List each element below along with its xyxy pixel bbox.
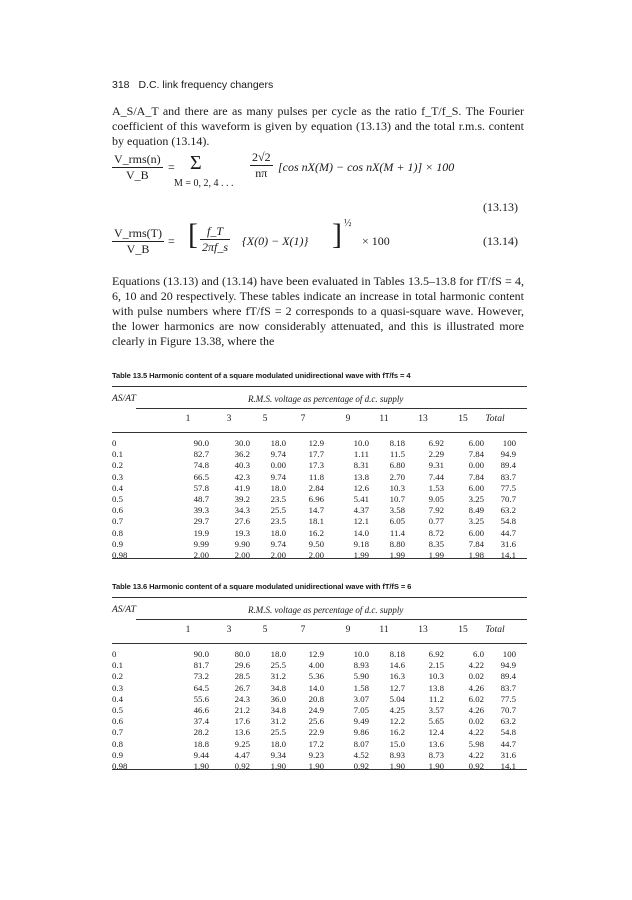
table-row bbox=[112, 716, 532, 727]
table-cell: 16.2 bbox=[389, 727, 405, 738]
table-row bbox=[112, 460, 532, 471]
eq2-lhs: V_rms(T) V_B bbox=[114, 226, 162, 256]
table-cell: 57.8 bbox=[193, 482, 209, 493]
table-cell: 0.77 bbox=[428, 516, 444, 527]
table-cell: 19.3 bbox=[234, 527, 250, 538]
column-header: 15 bbox=[458, 414, 468, 424]
table-cell: 9.05 bbox=[428, 494, 444, 504]
column-header: 3 bbox=[226, 625, 232, 635]
running-title: D.C. link frequency changers bbox=[138, 79, 274, 91]
table-cell: 14.1 bbox=[500, 761, 516, 771]
table-13-6-caption: Table 13.6 Harmonic content of a square modulated unidirectional wave with fT/fS = 6 bbox=[112, 582, 412, 591]
table-cell: 5.98 bbox=[468, 738, 484, 749]
row-ratio-cell: 0.3 bbox=[112, 682, 123, 693]
eq1-sum-range: M = 0, 2, 4 . . . bbox=[174, 178, 234, 189]
table-cell: 36.2 bbox=[234, 449, 250, 460]
table-cell: 8.35 bbox=[428, 538, 444, 549]
column-header: 15 bbox=[458, 625, 468, 635]
table-cell: 9.74 bbox=[270, 449, 286, 460]
table-cell: 2.84 bbox=[308, 482, 324, 493]
table-cell: 74.8 bbox=[193, 460, 209, 471]
table-cell: 8.18 bbox=[389, 649, 405, 659]
table-cell: 23.5 bbox=[270, 494, 286, 504]
table-cell: 89.4 bbox=[500, 671, 516, 682]
table-cell: 27.6 bbox=[234, 516, 250, 527]
table-cell: 25.5 bbox=[270, 505, 286, 516]
table-cell: 6.96 bbox=[308, 494, 324, 504]
table-row bbox=[112, 505, 532, 516]
table-cell: 8.49 bbox=[468, 505, 484, 516]
table-row bbox=[112, 438, 532, 449]
table-cell: 1.90 bbox=[193, 761, 209, 771]
table-cell: 25.5 bbox=[270, 727, 286, 738]
table-row bbox=[112, 472, 532, 483]
table-cell: 4.26 bbox=[468, 682, 484, 693]
table-cell: 5.90 bbox=[353, 671, 369, 682]
table-cell: 6.80 bbox=[389, 460, 405, 471]
table-cell: 4.25 bbox=[389, 705, 405, 715]
row-ratio-cell: 0.4 bbox=[112, 482, 123, 493]
table-cell: 8.93 bbox=[353, 660, 369, 671]
table-cell: 9.44 bbox=[193, 749, 209, 760]
table-cell: 2.00 bbox=[270, 550, 286, 560]
table-row bbox=[112, 739, 532, 750]
table-cell: 1.98 bbox=[468, 550, 484, 560]
table-cell: 4.52 bbox=[353, 749, 369, 760]
table-cell: 12.7 bbox=[389, 682, 405, 693]
table-cell: 29.7 bbox=[193, 516, 209, 527]
table-cell: 5.41 bbox=[353, 494, 369, 504]
table-cell: 81.7 bbox=[193, 660, 209, 671]
table-cell: 77.5 bbox=[500, 693, 516, 704]
column-header: 5 bbox=[262, 625, 268, 635]
table-row bbox=[112, 727, 532, 738]
eq2-tail: × 100 bbox=[362, 234, 390, 248]
row-ratio-cell: 0.7 bbox=[112, 516, 123, 527]
eq2-body: {X(0) − X(1)} bbox=[242, 234, 309, 248]
table-cell: 31.2 bbox=[270, 671, 286, 682]
table-cell: 10.7 bbox=[389, 494, 405, 504]
table-cell: 34.3 bbox=[234, 505, 250, 516]
table-cell: 7.05 bbox=[353, 705, 369, 715]
table-cell: 0.00 bbox=[468, 460, 484, 471]
table-cell: 2.70 bbox=[389, 471, 405, 482]
table-cell: 17.3 bbox=[308, 460, 324, 471]
table-cell: 4.22 bbox=[468, 749, 484, 760]
table-cell: 14.7 bbox=[308, 505, 324, 516]
row-ratio-cell: 0.4 bbox=[112, 693, 123, 704]
table-cell: 1.90 bbox=[389, 761, 405, 771]
table-cell: 73.2 bbox=[193, 671, 209, 682]
running-header bbox=[112, 79, 279, 91]
table-13-5-top-rule bbox=[112, 386, 527, 387]
column-header: 13 bbox=[418, 625, 428, 635]
table-cell: 8.31 bbox=[353, 460, 369, 471]
table-cell: 12.4 bbox=[428, 727, 444, 738]
table-row bbox=[112, 649, 532, 660]
table-cell: 25.6 bbox=[308, 716, 324, 727]
table-cell: 66.5 bbox=[193, 471, 209, 482]
table-cell: 4.47 bbox=[234, 749, 250, 760]
table-cell: 40.3 bbox=[234, 460, 250, 471]
table-cell: 1.58 bbox=[353, 682, 369, 693]
table-cell: 0.02 bbox=[468, 716, 484, 727]
column-header: 5 bbox=[262, 414, 268, 424]
table-cell: 12.9 bbox=[308, 438, 324, 448]
table-cell: 82.7 bbox=[193, 449, 209, 460]
table-cell: 9.74 bbox=[270, 471, 286, 482]
table-cell: 10.3 bbox=[428, 671, 444, 682]
table-cell: 4.26 bbox=[468, 705, 484, 715]
table-cell: 16.3 bbox=[389, 671, 405, 682]
table-13-6-bottom-rule bbox=[112, 769, 527, 770]
table-cell: 4.37 bbox=[353, 505, 369, 516]
body-paragraph: Equations (13.13) and (13.14) have been evaluated in Tables 13.5–13.8 for fT/fS = 4, 6, 10 and 20 respectively. These tables indicate an increase in total harmonic content with pulse numbers where fT/fS = 2 corresponds to a quasi-square wave. However, the lower harmonics are now considerably attenuated, and this is illustrated more clearly in Figure 13.38, where the bbox=[112, 274, 524, 348]
table-cell: 3.25 bbox=[468, 516, 484, 527]
table-cell: 0.00 bbox=[270, 460, 286, 471]
table-cell: 83.7 bbox=[500, 471, 516, 482]
table-row bbox=[112, 694, 532, 705]
table-cell: 9.49 bbox=[353, 716, 369, 727]
table-cell: 3.58 bbox=[389, 505, 405, 516]
table-cell: 7.92 bbox=[428, 505, 444, 516]
table-cell: 0.02 bbox=[468, 671, 484, 682]
equation-13-14: V_rms(T) V_B = [ $\frac{f\_T}{2\pi f\_s}$ {X(0) − X(1)} ] ½ × 100 (13.14) bbox=[114, 218, 518, 256]
table-cell: 13.6 bbox=[428, 738, 444, 749]
table-cell: 2.00 bbox=[193, 550, 209, 560]
table-cell: 11.4 bbox=[389, 527, 405, 538]
table-cell: 13.8 bbox=[353, 471, 369, 482]
equation-13-13: V_rms(n) V_B = Σ M = 0, 2, 4 . . . $\frac{2√2}{n\pi}$ [cos nX(M) − cos nX(M + 1)] × 100 bbox=[114, 150, 455, 189]
table-cell: 6.02 bbox=[468, 693, 484, 704]
table-row bbox=[112, 539, 532, 550]
table-cell: 3.07 bbox=[353, 693, 369, 704]
row-ratio-cell: 0.6 bbox=[112, 716, 123, 727]
column-header: 1 bbox=[185, 625, 191, 635]
table-cell: 9.34 bbox=[270, 749, 286, 760]
table-cell: 44.7 bbox=[500, 527, 516, 538]
table-row bbox=[112, 750, 532, 761]
eq1-body: [cos nX(M) − cos nX(M + 1)] × 100 bbox=[278, 160, 455, 174]
table-cell: 4.00 bbox=[308, 660, 324, 671]
table-13-5-caption: Table 13.5 Harmonic content of a square modulated unidirectional wave with fT/fs = 4 bbox=[112, 371, 411, 380]
table-cell: 18.8 bbox=[193, 738, 209, 749]
table-cell: 54.8 bbox=[500, 516, 516, 527]
table-cell: 18.0 bbox=[270, 438, 286, 448]
table-cell: 14.1 bbox=[500, 550, 516, 560]
table-cell: 54.8 bbox=[500, 727, 516, 738]
table-cell: 9.50 bbox=[308, 538, 324, 549]
page-number: 318 bbox=[112, 79, 130, 91]
table-cell: 12.2 bbox=[389, 716, 405, 727]
table-cell: 26.7 bbox=[234, 682, 250, 693]
table-cell: 8.73 bbox=[428, 749, 444, 760]
table-cell: 6.0 bbox=[473, 649, 484, 659]
table-cell: 5.65 bbox=[428, 716, 444, 727]
row-ratio-cell: 0.6 bbox=[112, 505, 123, 516]
table-cell: 13.8 bbox=[428, 682, 444, 693]
table-cell: 12.9 bbox=[308, 649, 324, 659]
row-ratio-cell: 0.3 bbox=[112, 471, 123, 482]
table-cell: 39.2 bbox=[234, 494, 250, 504]
row-ratio-cell: 0.7 bbox=[112, 727, 123, 738]
table-cell: 34.8 bbox=[270, 705, 286, 715]
table-cell: 12.1 bbox=[353, 516, 369, 527]
table-cell: 6.92 bbox=[428, 438, 444, 448]
table-cell: 31.6 bbox=[500, 749, 516, 760]
table-cell: 4.22 bbox=[468, 660, 484, 671]
table-cell: 100 bbox=[502, 438, 516, 448]
table-cell: 100 bbox=[502, 649, 516, 659]
table-cell: 48.7 bbox=[193, 494, 209, 504]
table-cell: 8.18 bbox=[389, 438, 405, 448]
table-cell: 2.00 bbox=[234, 550, 250, 560]
table-cell: 94.9 bbox=[500, 660, 516, 671]
table-cell: 0.92 bbox=[234, 761, 250, 771]
table-cell: 63.2 bbox=[500, 716, 516, 727]
column-header: Total bbox=[485, 625, 505, 635]
row-ratio-cell: 0.9 bbox=[112, 749, 123, 760]
table-cell: 11.2 bbox=[428, 693, 444, 704]
table-cell: 0.92 bbox=[353, 761, 369, 771]
column-header: 7 bbox=[300, 625, 306, 635]
table-row bbox=[112, 683, 532, 694]
table-cell: 8.72 bbox=[428, 527, 444, 538]
table-cell: 18.0 bbox=[270, 482, 286, 493]
row-ratio-cell: 0.1 bbox=[112, 660, 123, 671]
table-cell: 80.0 bbox=[234, 649, 250, 659]
table-cell: 37.4 bbox=[193, 716, 209, 727]
table-cell: 70.7 bbox=[500, 705, 516, 715]
table-cell: 16.2 bbox=[308, 527, 324, 538]
table-cell: 44.7 bbox=[500, 738, 516, 749]
column-header: 9 bbox=[345, 414, 351, 424]
table-cell: 3.25 bbox=[468, 494, 484, 504]
column-header: 3 bbox=[226, 414, 232, 424]
table-cell: 9.25 bbox=[234, 738, 250, 749]
table-cell: 10.0 bbox=[353, 649, 369, 659]
table-cell: 70.7 bbox=[500, 494, 516, 504]
table-cell: 1.99 bbox=[389, 550, 405, 560]
table-row bbox=[112, 705, 532, 716]
table-cell: 24.3 bbox=[234, 693, 250, 704]
table-cell: 2.00 bbox=[308, 550, 324, 560]
table-cell: 90.0 bbox=[193, 649, 209, 659]
table-cell: 10.3 bbox=[389, 482, 405, 493]
table-cell: 7.84 bbox=[468, 449, 484, 460]
row-ratio-cell: 0.1 bbox=[112, 449, 123, 460]
table-cell: 22.9 bbox=[308, 727, 324, 738]
column-header: 13 bbox=[418, 414, 428, 424]
table-cell: 46.6 bbox=[193, 705, 209, 715]
table-row bbox=[112, 550, 532, 561]
table-cell: 18.0 bbox=[270, 527, 286, 538]
row-ratio-cell: 0.8 bbox=[112, 738, 123, 749]
table-cell: 39.3 bbox=[193, 505, 209, 516]
table-cell: 36.0 bbox=[270, 693, 286, 704]
table-cell: 6.05 bbox=[389, 516, 405, 527]
table-cell: 8.93 bbox=[389, 749, 405, 760]
table-cell: 1.90 bbox=[428, 761, 444, 771]
row-ratio-cell: 0.98 bbox=[112, 761, 128, 771]
table-row bbox=[112, 660, 532, 671]
row-ratio-cell: 0.5 bbox=[112, 494, 123, 504]
table-cell: 1.11 bbox=[353, 449, 369, 460]
eq2-exponent: ½ bbox=[344, 218, 352, 229]
table-cell: 9.31 bbox=[428, 460, 444, 471]
table-cell: 94.9 bbox=[500, 449, 516, 460]
table-cell: 14.0 bbox=[353, 527, 369, 538]
table-cell: 3.57 bbox=[428, 705, 444, 715]
row-ratio-cell: 0.9 bbox=[112, 538, 123, 549]
table-cell: 14.6 bbox=[389, 660, 405, 671]
row-ratio-cell: 0.8 bbox=[112, 527, 123, 538]
table-cell: 90.0 bbox=[193, 438, 209, 448]
table-row bbox=[112, 516, 532, 527]
table-cell: 10.0 bbox=[353, 438, 369, 448]
table-cell: 14.0 bbox=[308, 682, 324, 693]
table-cell: 31.6 bbox=[500, 538, 516, 549]
table-row bbox=[112, 761, 532, 772]
table-cell: 23.5 bbox=[270, 516, 286, 527]
table-cell: 6.00 bbox=[468, 482, 484, 493]
table-cell: 12.6 bbox=[353, 482, 369, 493]
row-ratio-cell: 0 bbox=[112, 649, 117, 659]
summation-symbol: Σ bbox=[190, 152, 202, 174]
row-ratio-cell: 0.2 bbox=[112, 460, 123, 471]
table-cell: 7.84 bbox=[468, 471, 484, 482]
row-ratio-cell: 0.98 bbox=[112, 550, 128, 560]
table-cell: 1.53 bbox=[428, 482, 444, 493]
table-cell: 64.5 bbox=[193, 682, 209, 693]
table-cell: 2.29 bbox=[428, 449, 444, 460]
eq1-number: (13.13) bbox=[483, 200, 518, 214]
table-cell: 9.90 bbox=[234, 538, 250, 549]
table-cell: 11.8 bbox=[308, 471, 324, 482]
table-row bbox=[112, 449, 532, 460]
row-ratio-cell: 0 bbox=[112, 438, 117, 448]
table-cell: 15.0 bbox=[389, 738, 405, 749]
table-cell: 1.90 bbox=[270, 761, 286, 771]
table-cell: 18.0 bbox=[270, 649, 286, 659]
table-cell: 17.6 bbox=[234, 716, 250, 727]
table-cell: 9.18 bbox=[353, 538, 369, 549]
table-cell: 5.04 bbox=[389, 693, 405, 704]
table-cell: 25.5 bbox=[270, 660, 286, 671]
eq1-lhs: V_rms(n) V_B bbox=[114, 152, 161, 182]
table-cell: 83.7 bbox=[500, 682, 516, 693]
column-header: Total bbox=[485, 414, 505, 424]
column-header: 1 bbox=[185, 414, 191, 424]
table-row bbox=[112, 528, 532, 539]
table-cell: 4.22 bbox=[468, 727, 484, 738]
table-cell: 5.36 bbox=[308, 671, 324, 682]
table-cell: 7.44 bbox=[428, 471, 444, 482]
table-cell: 2.15 bbox=[428, 660, 444, 671]
table-cell: 41.9 bbox=[234, 482, 250, 493]
eq2-number: (13.14) bbox=[483, 234, 518, 248]
table-cell: 18.1 bbox=[308, 516, 324, 527]
column-header: 11 bbox=[379, 414, 389, 424]
table-cell: 17.2 bbox=[308, 738, 324, 749]
table-cell: 34.8 bbox=[270, 682, 286, 693]
table-cell: 28.5 bbox=[234, 671, 250, 682]
table-cell: 1.99 bbox=[428, 550, 444, 560]
table-cell: 9.99 bbox=[193, 538, 209, 549]
table-cell: 77.5 bbox=[500, 482, 516, 493]
table-cell: 9.74 bbox=[270, 538, 286, 549]
table-cell: 9.23 bbox=[308, 749, 324, 760]
table-cell: 11.5 bbox=[389, 449, 405, 460]
eq2-coefficient: $\frac{f\_T}{2\pi f\_s}$ bbox=[202, 224, 229, 254]
table-cell: 29.6 bbox=[234, 660, 250, 671]
table-cell: 31.2 bbox=[270, 716, 286, 727]
table-13-5-group-label: R.M.S. voltage as percentage of d.c. supply bbox=[248, 394, 404, 404]
table-cell: 89.4 bbox=[500, 460, 516, 471]
table-cell: 8.80 bbox=[389, 538, 405, 549]
table-cell: 55.6 bbox=[193, 693, 209, 704]
table-cell: 6.92 bbox=[428, 649, 444, 659]
table-cell: 63.2 bbox=[500, 505, 516, 516]
column-header: 11 bbox=[379, 625, 389, 635]
table-cell: 28.2 bbox=[193, 727, 209, 738]
table-13-5-bottom-rule bbox=[112, 558, 527, 559]
table-13-6-top-rule bbox=[112, 597, 527, 598]
table-cell: 6.00 bbox=[468, 527, 484, 538]
table-13-5-row-label: AS/AT bbox=[112, 394, 136, 404]
table-cell: 0.92 bbox=[468, 761, 484, 771]
row-ratio-cell: 0.2 bbox=[112, 671, 123, 682]
table-cell: 6.00 bbox=[468, 438, 484, 448]
table-cell: 7.84 bbox=[468, 538, 484, 549]
table-cell: 17.7 bbox=[308, 449, 324, 460]
table-cell: 1.90 bbox=[308, 761, 324, 771]
row-ratio-cell: 0.5 bbox=[112, 705, 123, 715]
table-cell: 24.9 bbox=[308, 705, 324, 715]
column-header: 7 bbox=[300, 414, 306, 424]
table-cell: 42.3 bbox=[234, 471, 250, 482]
column-header: 9 bbox=[345, 625, 351, 635]
eq1-coefficient: $\frac{2√2}{n\pi}$ bbox=[252, 150, 271, 180]
table-cell: 30.0 bbox=[234, 438, 250, 448]
table-cell: 20.8 bbox=[308, 693, 324, 704]
table-cell: 18.0 bbox=[270, 738, 286, 749]
table-row bbox=[112, 494, 532, 505]
table-13-6-row-label: AS/AT bbox=[112, 605, 136, 615]
table-13-6-group-label: R.M.S. voltage as percentage of d.c. supply bbox=[248, 605, 404, 615]
table-cell: 8.07 bbox=[353, 738, 369, 749]
table-row bbox=[112, 483, 532, 494]
intro-paragraph: A_S/A_T and there are as many pulses per cycle as the ratio f_T/f_S. The Fourier coefficient of this waveform is given by equation (13.13) and the total r.m.s. content by equation (13.14). bbox=[112, 104, 524, 148]
table-cell: 21.2 bbox=[234, 705, 250, 715]
table-cell: 9.86 bbox=[353, 727, 369, 738]
table-cell: 19.9 bbox=[193, 527, 209, 538]
table-row bbox=[112, 671, 532, 682]
table-cell: 13.6 bbox=[234, 727, 250, 738]
table-cell: 1.99 bbox=[353, 550, 369, 560]
